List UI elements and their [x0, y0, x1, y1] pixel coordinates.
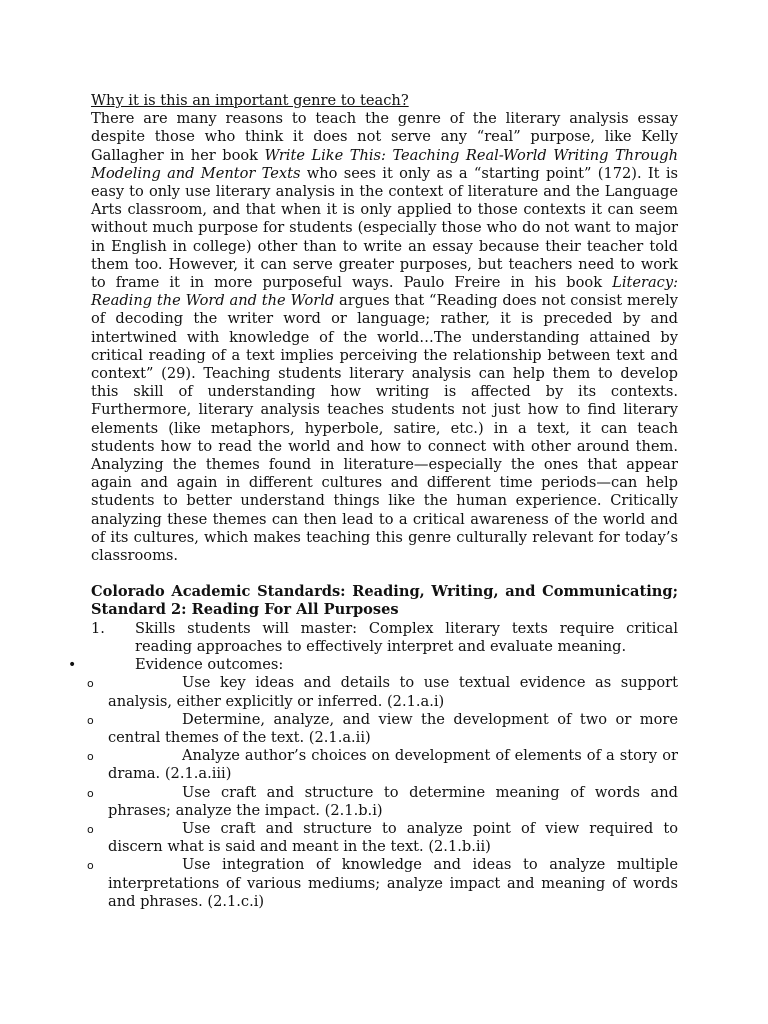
outcome-list — [87, 674, 678, 911]
bullet-icon: • — [68, 657, 77, 674]
paragraph-text-1: There are many reasons to teach the genre of the literary analysis essay despite those who think it does not serve any “real” purpose, like Kelly Gallagher in her book — [91, 110, 678, 164]
outcome-text: Use craft and structure to determine meaning of words and phrases; analyze the impact. (2.1.b.i) — [108, 783, 678, 819]
circle-bullet-icon: o — [87, 750, 94, 764]
outcome-text: Analyze author’s choices on development of elements of a story or drama. (2.1.a.iii) — [108, 747, 678, 783]
standards-title: Colorado Academic Standards: Reading, Writing, and Communicating; Standard 2: Reading For All Purposes — [91, 583, 678, 619]
outcome-item — [87, 674, 678, 710]
section-heading: Why it is this an important genre to teach? — [91, 92, 409, 109]
circle-bullet-icon: o — [87, 713, 94, 727]
bullet-item — [68, 656, 678, 674]
outcome-item — [87, 783, 678, 820]
outcome-item — [87, 710, 678, 747]
book-title-gallagher: Write Like This: Teaching Real-World Writing Through Modeling and Mentor Texts — [91, 146, 678, 182]
outcome-item — [87, 747, 678, 783]
item-number: 1. — [91, 619, 105, 637]
outcome-item — [87, 819, 678, 856]
circle-bullet-icon: o — [87, 859, 94, 873]
outcome-text: Determine, analyze, and view the development of two or more central themes of the text. (2.1.a.ii) — [108, 710, 678, 746]
spacer — [91, 565, 678, 583]
book-title-freire: Literacy: Reading the Word and the World — [91, 274, 678, 310]
circle-bullet-icon: o — [87, 786, 94, 800]
paragraph-text-2: who sees it only as a “starting point” (172). It is easy to only use literary analysis in the context of literature and the Language Arts classroom, and that when it is only applied to those contexts it can seem without much purpose for students (especially those who do not want to major in English in college) other than to write an essay because their teacher told them too. However, it can serve greater purposes, but teachers need to work to frame it in more purposeful ways. Paulo Freire in his book — [91, 164, 678, 292]
paragraph-text-3: argues that “Reading does not consist merely of decoding the writer word or language; rather, it is preceded by and intertwined with knowledge of the world…The understanding attained by critical reading of a text implies perceiving the relationship between text and context” (29). Teaching students literary analysis can help them to develop this skill of understanding how writing is affected by its contexts. Furthermore, literary analysis teaches students not just how to find literary elements (like metaphors, hyperbole, satire, etc.) in a text, it can teach students how to read the world and how to connect with other around them. Analyzing the themes found in literature—especially the ones that appear again and again in different cultures and different time periods—can help students to better understand things like the human experience. Critically analyzing these themes can then lead to a critical awareness of the world and of its cultures, which makes teaching this genre culturally relevant for today’s classrooms. — [91, 292, 678, 565]
outcome-text: Use craft and structure to analyze point of view required to discern what is said and meant in the text. (2.1.b.ii) — [108, 819, 678, 856]
numbered-item — [91, 620, 678, 656]
outcome-text: Use integration of knowledge and ideas to analyze multiple interpretations of various mediums; analyze impact and meaning of words and phrases. (2.1.c.i) — [108, 856, 678, 910]
document-page — [68, 92, 678, 911]
circle-bullet-icon: o — [87, 822, 94, 836]
outcome-text: Use key ideas and details to use textual evidence as support analysis, either explicitly or inferred. (2.1.a.i) — [108, 674, 678, 710]
body-paragraph — [91, 110, 678, 565]
outcome-item — [87, 856, 678, 911]
circle-bullet-icon: o — [87, 677, 94, 691]
bullet-text: Evidence outcomes: — [135, 656, 284, 674]
item-text: Skills students will master: Complex literary texts require critical reading approaches to effectively interpret and evaluate meaning. — [135, 619, 678, 655]
